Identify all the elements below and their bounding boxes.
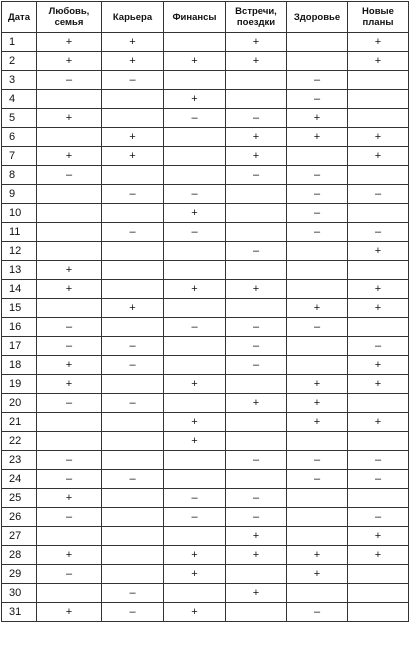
new-plans-cell <box>348 565 409 584</box>
career-cell: – <box>102 223 164 242</box>
health-cell <box>287 356 348 375</box>
date-cell: 1 <box>2 33 37 52</box>
header-health: Здоровье <box>287 2 348 33</box>
meetings-trips-cell <box>226 185 287 204</box>
love-family-cell: + <box>37 356 102 375</box>
love-family-cell: + <box>37 33 102 52</box>
health-cell: – <box>287 603 348 622</box>
health-cell <box>287 584 348 603</box>
finance-cell: – <box>164 185 226 204</box>
love-family-cell: – <box>37 71 102 90</box>
finance-cell: + <box>164 413 226 432</box>
meetings-trips-cell: + <box>226 584 287 603</box>
date-cell: 5 <box>2 109 37 128</box>
date-cell: 24 <box>2 470 37 489</box>
date-cell: 16 <box>2 318 37 337</box>
health-cell: + <box>287 394 348 413</box>
date-cell: 25 <box>2 489 37 508</box>
health-cell <box>287 508 348 527</box>
new-plans-cell: + <box>348 280 409 299</box>
meetings-trips-cell <box>226 565 287 584</box>
header-career: Карьера <box>102 2 164 33</box>
finance-cell: – <box>164 318 226 337</box>
table-header <box>2 2 409 33</box>
health-cell: + <box>287 546 348 565</box>
finance-cell <box>164 394 226 413</box>
table-row <box>2 584 409 603</box>
new-plans-cell <box>348 261 409 280</box>
new-plans-cell: + <box>348 375 409 394</box>
finance-cell <box>164 242 226 261</box>
date-cell: 31 <box>2 603 37 622</box>
date-cell: 29 <box>2 565 37 584</box>
table-row <box>2 337 409 356</box>
meetings-trips-cell: – <box>226 242 287 261</box>
new-plans-cell: + <box>348 356 409 375</box>
new-plans-cell <box>348 109 409 128</box>
health-cell: – <box>287 470 348 489</box>
date-cell: 23 <box>2 451 37 470</box>
health-cell: – <box>287 166 348 185</box>
career-cell: + <box>102 299 164 318</box>
finance-cell <box>164 451 226 470</box>
finance-cell: – <box>164 109 226 128</box>
finance-cell: + <box>164 565 226 584</box>
meetings-trips-cell: + <box>226 147 287 166</box>
health-cell <box>287 280 348 299</box>
career-cell <box>102 451 164 470</box>
career-cell: + <box>102 147 164 166</box>
career-cell: – <box>102 356 164 375</box>
finance-cell <box>164 337 226 356</box>
career-cell: + <box>102 33 164 52</box>
love-family-cell <box>37 527 102 546</box>
table-row <box>2 356 409 375</box>
love-family-cell <box>37 432 102 451</box>
date-cell: 12 <box>2 242 37 261</box>
table-row <box>2 413 409 432</box>
date-cell: 2 <box>2 52 37 71</box>
career-cell: – <box>102 584 164 603</box>
finance-cell <box>164 356 226 375</box>
health-cell: + <box>287 109 348 128</box>
date-cell: 21 <box>2 413 37 432</box>
finance-cell <box>164 71 226 90</box>
table-row <box>2 375 409 394</box>
header-date: Дата <box>2 2 37 33</box>
meetings-trips-cell: – <box>226 109 287 128</box>
health-cell <box>287 147 348 166</box>
table-row <box>2 109 409 128</box>
header-meetings-trips: Встречи, поездки <box>226 2 287 33</box>
health-cell: + <box>287 299 348 318</box>
finance-cell <box>164 299 226 318</box>
health-cell: – <box>287 71 348 90</box>
love-family-cell: – <box>37 508 102 527</box>
table-row <box>2 280 409 299</box>
love-family-cell: – <box>37 470 102 489</box>
love-family-cell: + <box>37 375 102 394</box>
meetings-trips-cell: + <box>226 33 287 52</box>
meetings-trips-cell: – <box>226 356 287 375</box>
finance-cell <box>164 166 226 185</box>
header-new-plans: Новые планы <box>348 2 409 33</box>
table-row <box>2 508 409 527</box>
date-cell: 22 <box>2 432 37 451</box>
health-cell: + <box>287 128 348 147</box>
date-cell: 27 <box>2 527 37 546</box>
table-row <box>2 470 409 489</box>
date-cell: 3 <box>2 71 37 90</box>
meetings-trips-cell: – <box>226 489 287 508</box>
love-family-cell: – <box>37 451 102 470</box>
meetings-trips-cell: – <box>226 166 287 185</box>
finance-cell: + <box>164 546 226 565</box>
date-cell: 30 <box>2 584 37 603</box>
new-plans-cell: + <box>348 147 409 166</box>
career-cell <box>102 261 164 280</box>
love-family-cell: – <box>37 318 102 337</box>
love-family-cell: – <box>37 565 102 584</box>
health-cell <box>287 261 348 280</box>
date-cell: 11 <box>2 223 37 242</box>
career-cell <box>102 508 164 527</box>
table-row <box>2 261 409 280</box>
meetings-trips-cell: + <box>226 546 287 565</box>
meetings-trips-cell <box>226 204 287 223</box>
finance-cell <box>164 584 226 603</box>
table-row <box>2 546 409 565</box>
love-family-cell <box>37 413 102 432</box>
table-row <box>2 432 409 451</box>
health-cell: – <box>287 223 348 242</box>
table-row <box>2 242 409 261</box>
meetings-trips-cell: + <box>226 128 287 147</box>
new-plans-cell: – <box>348 451 409 470</box>
new-plans-cell: + <box>348 413 409 432</box>
health-cell <box>287 337 348 356</box>
love-family-cell <box>37 223 102 242</box>
career-cell: – <box>102 337 164 356</box>
header-finance: Финансы <box>164 2 226 33</box>
meetings-trips-cell <box>226 432 287 451</box>
new-plans-cell: + <box>348 527 409 546</box>
finance-cell <box>164 33 226 52</box>
meetings-trips-cell: – <box>226 451 287 470</box>
table-row <box>2 394 409 413</box>
meetings-trips-cell <box>226 299 287 318</box>
meetings-trips-cell: – <box>226 318 287 337</box>
love-family-cell <box>37 299 102 318</box>
finance-cell <box>164 128 226 147</box>
new-plans-cell <box>348 584 409 603</box>
table-row <box>2 166 409 185</box>
health-cell: – <box>287 90 348 109</box>
finance-cell <box>164 527 226 546</box>
table-row <box>2 565 409 584</box>
career-cell <box>102 432 164 451</box>
new-plans-cell: + <box>348 52 409 71</box>
career-cell: – <box>102 470 164 489</box>
career-cell <box>102 565 164 584</box>
new-plans-cell <box>348 394 409 413</box>
finance-cell: – <box>164 223 226 242</box>
new-plans-cell <box>348 166 409 185</box>
meetings-trips-cell <box>226 413 287 432</box>
table-row <box>2 128 409 147</box>
date-cell: 13 <box>2 261 37 280</box>
new-plans-cell: – <box>348 223 409 242</box>
career-cell: – <box>102 603 164 622</box>
health-cell: + <box>287 565 348 584</box>
new-plans-cell: – <box>348 470 409 489</box>
career-cell: – <box>102 71 164 90</box>
meetings-trips-cell: – <box>226 508 287 527</box>
new-plans-cell: + <box>348 546 409 565</box>
career-cell: + <box>102 128 164 147</box>
love-family-cell: – <box>37 394 102 413</box>
health-cell <box>287 432 348 451</box>
finance-cell <box>164 261 226 280</box>
career-cell: – <box>102 394 164 413</box>
career-cell <box>102 90 164 109</box>
health-cell <box>287 33 348 52</box>
finance-cell: + <box>164 603 226 622</box>
date-cell: 6 <box>2 128 37 147</box>
love-family-cell: + <box>37 52 102 71</box>
love-family-cell: + <box>37 546 102 565</box>
table-row <box>2 489 409 508</box>
career-cell <box>102 242 164 261</box>
love-family-cell <box>37 584 102 603</box>
new-plans-cell <box>348 318 409 337</box>
finance-cell: – <box>164 489 226 508</box>
new-plans-cell: + <box>348 33 409 52</box>
career-cell <box>102 375 164 394</box>
health-cell: – <box>287 318 348 337</box>
career-cell: – <box>102 185 164 204</box>
finance-cell: + <box>164 280 226 299</box>
table-row <box>2 147 409 166</box>
date-cell: 18 <box>2 356 37 375</box>
date-cell: 28 <box>2 546 37 565</box>
meetings-trips-cell: + <box>226 280 287 299</box>
table-row <box>2 90 409 109</box>
meetings-trips-cell: + <box>226 52 287 71</box>
meetings-trips-cell <box>226 470 287 489</box>
health-cell: + <box>287 375 348 394</box>
love-family-cell: + <box>37 147 102 166</box>
new-plans-cell <box>348 432 409 451</box>
finance-cell: + <box>164 52 226 71</box>
table-row <box>2 223 409 242</box>
new-plans-cell: + <box>348 128 409 147</box>
career-cell <box>102 546 164 565</box>
new-plans-cell: – <box>348 337 409 356</box>
love-family-cell <box>37 242 102 261</box>
love-family-cell: + <box>37 280 102 299</box>
health-cell: – <box>287 185 348 204</box>
table-row <box>2 204 409 223</box>
career-cell <box>102 318 164 337</box>
health-cell: – <box>287 451 348 470</box>
meetings-trips-cell <box>226 223 287 242</box>
love-family-cell: + <box>37 603 102 622</box>
new-plans-cell <box>348 90 409 109</box>
new-plans-cell: + <box>348 299 409 318</box>
table-row <box>2 451 409 470</box>
date-cell: 9 <box>2 185 37 204</box>
meetings-trips-cell: – <box>226 337 287 356</box>
finance-cell <box>164 470 226 489</box>
date-cell: 14 <box>2 280 37 299</box>
header-row <box>2 2 409 33</box>
love-family-cell: + <box>37 109 102 128</box>
love-family-cell: – <box>37 337 102 356</box>
love-family-cell <box>37 185 102 204</box>
horoscope-table <box>1 1 409 622</box>
love-family-cell: + <box>37 261 102 280</box>
finance-cell: + <box>164 375 226 394</box>
date-cell: 15 <box>2 299 37 318</box>
career-cell <box>102 109 164 128</box>
love-family-cell <box>37 90 102 109</box>
health-cell: + <box>287 413 348 432</box>
date-cell: 19 <box>2 375 37 394</box>
health-cell <box>287 527 348 546</box>
finance-cell: + <box>164 432 226 451</box>
love-family-cell: – <box>37 166 102 185</box>
health-cell <box>287 242 348 261</box>
finance-cell: – <box>164 508 226 527</box>
meetings-trips-cell <box>226 261 287 280</box>
table-row <box>2 603 409 622</box>
table-row <box>2 527 409 546</box>
meetings-trips-cell <box>226 603 287 622</box>
date-cell: 8 <box>2 166 37 185</box>
date-cell: 4 <box>2 90 37 109</box>
date-cell: 10 <box>2 204 37 223</box>
career-cell: + <box>102 52 164 71</box>
new-plans-cell: – <box>348 508 409 527</box>
love-family-cell <box>37 128 102 147</box>
table-row <box>2 52 409 71</box>
health-cell <box>287 489 348 508</box>
new-plans-cell: – <box>348 185 409 204</box>
date-cell: 26 <box>2 508 37 527</box>
career-cell <box>102 413 164 432</box>
date-cell: 7 <box>2 147 37 166</box>
finance-cell <box>164 147 226 166</box>
career-cell <box>102 489 164 508</box>
meetings-trips-cell <box>226 71 287 90</box>
table-row <box>2 318 409 337</box>
finance-cell: + <box>164 90 226 109</box>
meetings-trips-cell <box>226 375 287 394</box>
meetings-trips-cell <box>226 90 287 109</box>
health-cell <box>287 52 348 71</box>
table-row <box>2 299 409 318</box>
table-row <box>2 185 409 204</box>
new-plans-cell <box>348 489 409 508</box>
table-body <box>2 33 409 622</box>
header-love-family: Любовь, семья <box>37 2 102 33</box>
meetings-trips-cell: + <box>226 394 287 413</box>
table-row <box>2 33 409 52</box>
career-cell <box>102 204 164 223</box>
health-cell: – <box>287 204 348 223</box>
love-family-cell <box>37 204 102 223</box>
new-plans-cell <box>348 204 409 223</box>
new-plans-cell <box>348 71 409 90</box>
date-cell: 17 <box>2 337 37 356</box>
love-family-cell: + <box>37 489 102 508</box>
new-plans-cell: + <box>348 242 409 261</box>
meetings-trips-cell: + <box>226 527 287 546</box>
table-row <box>2 71 409 90</box>
career-cell <box>102 166 164 185</box>
date-cell: 20 <box>2 394 37 413</box>
finance-cell: + <box>164 204 226 223</box>
career-cell <box>102 280 164 299</box>
new-plans-cell <box>348 603 409 622</box>
career-cell <box>102 527 164 546</box>
